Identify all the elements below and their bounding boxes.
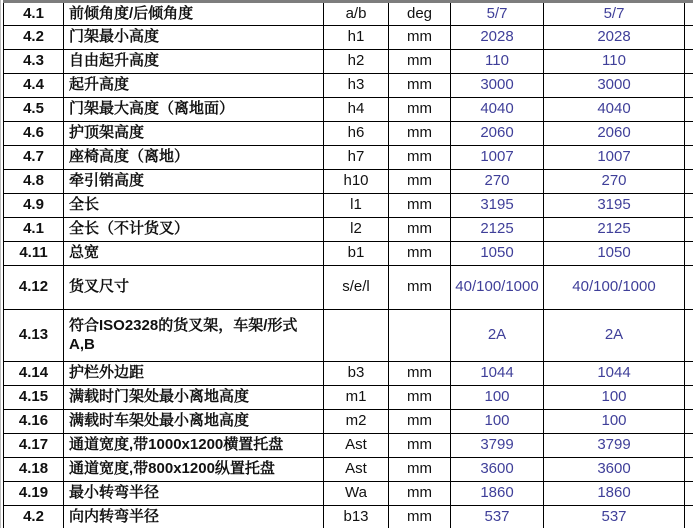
row-number-cell: 4.5 bbox=[4, 98, 64, 122]
table-row bbox=[4, 242, 693, 266]
row-number-cell: 4.2 bbox=[4, 26, 64, 50]
symbol-cell: l2 bbox=[324, 218, 389, 242]
spec-table-body bbox=[4, 2, 693, 528]
value-1-cell: 1860 bbox=[451, 482, 544, 506]
table-edge-sliver bbox=[685, 122, 693, 146]
table-row bbox=[4, 310, 693, 362]
unit-cell: mm bbox=[389, 362, 451, 386]
unit-cell: deg bbox=[389, 2, 451, 26]
row-number-cell: 4.14 bbox=[4, 362, 64, 386]
symbol-cell bbox=[324, 310, 389, 362]
value-1-cell: 3600 bbox=[451, 458, 544, 482]
unit-cell: mm bbox=[389, 434, 451, 458]
table-row bbox=[4, 434, 693, 458]
symbol-cell: m2 bbox=[324, 410, 389, 434]
symbol-cell: s/e/l bbox=[324, 266, 389, 310]
value-2-cell: 537 bbox=[544, 506, 685, 528]
row-number-cell: 4.19 bbox=[4, 482, 64, 506]
spec-name-cell: 座椅高度（离地） bbox=[64, 146, 324, 170]
row-number-cell: 4.16 bbox=[4, 410, 64, 434]
unit-cell: mm bbox=[389, 194, 451, 218]
value-2-cell: 2A bbox=[544, 310, 685, 362]
value-1-cell: 40/100/1000 bbox=[451, 266, 544, 310]
symbol-cell: Ast bbox=[324, 434, 389, 458]
symbol-cell: b13 bbox=[324, 506, 389, 528]
row-number-cell: 4.2 bbox=[4, 506, 64, 528]
value-2-cell: 40/100/1000 bbox=[544, 266, 685, 310]
row-number-cell: 4.17 bbox=[4, 434, 64, 458]
spec-name-cell: 向内转弯半径 bbox=[64, 506, 324, 528]
symbol-cell: h6 bbox=[324, 122, 389, 146]
row-number-cell: 4.11 bbox=[4, 242, 64, 266]
value-2-cell: 100 bbox=[544, 386, 685, 410]
value-2-cell: 2125 bbox=[544, 218, 685, 242]
row-number-cell: 4.13 bbox=[4, 310, 64, 362]
symbol-cell: h4 bbox=[324, 98, 389, 122]
value-1-cell: 3799 bbox=[451, 434, 544, 458]
unit-cell: mm bbox=[389, 506, 451, 528]
table-row bbox=[4, 194, 693, 218]
table-edge-sliver bbox=[685, 386, 693, 410]
table-row bbox=[4, 386, 693, 410]
value-1-cell: 2028 bbox=[451, 26, 544, 50]
value-1-cell: 100 bbox=[451, 410, 544, 434]
table-edge-sliver bbox=[685, 218, 693, 242]
value-1-cell: 4040 bbox=[451, 98, 544, 122]
table-edge-sliver bbox=[685, 434, 693, 458]
spec-name-cell: 全长（不计货叉） bbox=[64, 218, 324, 242]
spec-name-cell: 牵引销高度 bbox=[64, 170, 324, 194]
spec-name-cell: 通道宽度,带800x1200纵置托盘 bbox=[64, 458, 324, 482]
table-edge-sliver bbox=[685, 170, 693, 194]
unit-cell: mm bbox=[389, 386, 451, 410]
unit-cell: mm bbox=[389, 410, 451, 434]
spec-name-cell: 满载时车架处最小离地高度 bbox=[64, 410, 324, 434]
value-2-cell: 4040 bbox=[544, 98, 685, 122]
table-edge-sliver bbox=[685, 50, 693, 74]
spec-name-cell: 起升高度 bbox=[64, 74, 324, 98]
unit-cell: mm bbox=[389, 266, 451, 310]
value-2-cell: 110 bbox=[544, 50, 685, 74]
value-1-cell: 3195 bbox=[451, 194, 544, 218]
spec-name-cell: 满载时门架处最小离地高度 bbox=[64, 386, 324, 410]
value-1-cell: 270 bbox=[451, 170, 544, 194]
row-number-cell: 4.12 bbox=[4, 266, 64, 310]
table-row bbox=[4, 122, 693, 146]
value-1-cell: 1007 bbox=[451, 146, 544, 170]
table-edge-sliver bbox=[685, 194, 693, 218]
unit-cell: mm bbox=[389, 218, 451, 242]
table-edge-sliver bbox=[685, 310, 693, 362]
table-row bbox=[4, 74, 693, 98]
row-number-cell: 4.6 bbox=[4, 122, 64, 146]
value-2-cell: 3000 bbox=[544, 74, 685, 98]
table-row bbox=[4, 482, 693, 506]
value-2-cell: 3799 bbox=[544, 434, 685, 458]
spec-name-cell: 门架最小高度 bbox=[64, 26, 324, 50]
unit-cell: mm bbox=[389, 26, 451, 50]
table-edge-sliver bbox=[685, 2, 693, 26]
symbol-cell: Ast bbox=[324, 458, 389, 482]
value-1-cell: 537 bbox=[451, 506, 544, 528]
table-row bbox=[4, 266, 693, 310]
value-2-cell: 1007 bbox=[544, 146, 685, 170]
row-number-cell: 4.1 bbox=[4, 2, 64, 26]
value-1-cell: 5/7 bbox=[451, 2, 544, 26]
value-1-cell: 1050 bbox=[451, 242, 544, 266]
table-edge-sliver bbox=[685, 242, 693, 266]
table-row bbox=[4, 98, 693, 122]
symbol-cell: b3 bbox=[324, 362, 389, 386]
value-1-cell: 3000 bbox=[451, 74, 544, 98]
value-2-cell: 1044 bbox=[544, 362, 685, 386]
symbol-cell: m1 bbox=[324, 386, 389, 410]
table-edge-sliver bbox=[685, 410, 693, 434]
symbol-cell: h1 bbox=[324, 26, 389, 50]
value-1-cell: 2060 bbox=[451, 122, 544, 146]
table-row bbox=[4, 218, 693, 242]
value-2-cell: 270 bbox=[544, 170, 685, 194]
value-2-cell: 1860 bbox=[544, 482, 685, 506]
spec-name-cell: 前倾角度/后倾角度 bbox=[64, 2, 324, 26]
unit-cell: mm bbox=[389, 482, 451, 506]
symbol-cell: b1 bbox=[324, 242, 389, 266]
symbol-cell: Wa bbox=[324, 482, 389, 506]
row-number-cell: 4.15 bbox=[4, 386, 64, 410]
spec-name-cell: 自由起升高度 bbox=[64, 50, 324, 74]
value-2-cell: 100 bbox=[544, 410, 685, 434]
value-1-cell: 100 bbox=[451, 386, 544, 410]
unit-cell: mm bbox=[389, 458, 451, 482]
table-edge-sliver bbox=[685, 146, 693, 170]
row-number-cell: 4.4 bbox=[4, 74, 64, 98]
unit-cell: mm bbox=[389, 50, 451, 74]
unit-cell: mm bbox=[389, 170, 451, 194]
table-edge-sliver bbox=[685, 506, 693, 528]
table-row bbox=[4, 50, 693, 74]
value-2-cell: 5/7 bbox=[544, 2, 685, 26]
row-number-cell: 4.9 bbox=[4, 194, 64, 218]
unit-cell: mm bbox=[389, 74, 451, 98]
table-row bbox=[4, 362, 693, 386]
spec-name-cell: 全长 bbox=[64, 194, 324, 218]
symbol-cell: h7 bbox=[324, 146, 389, 170]
table-row bbox=[4, 146, 693, 170]
table-row bbox=[4, 506, 693, 528]
value-2-cell: 2060 bbox=[544, 122, 685, 146]
table-row bbox=[4, 26, 693, 50]
unit-cell: mm bbox=[389, 122, 451, 146]
table-edge-sliver bbox=[685, 26, 693, 50]
symbol-cell: a/b bbox=[324, 2, 389, 26]
symbol-cell: h3 bbox=[324, 74, 389, 98]
value-2-cell: 1050 bbox=[544, 242, 685, 266]
table-row bbox=[4, 2, 693, 26]
spec-name-cell: 通道宽度,带1000x1200横置托盘 bbox=[64, 434, 324, 458]
row-number-cell: 4.8 bbox=[4, 170, 64, 194]
symbol-cell: h2 bbox=[324, 50, 389, 74]
table-row bbox=[4, 170, 693, 194]
table-row bbox=[4, 458, 693, 482]
spec-name-cell: 符合ISO2328的货叉架，车架/形式A,B bbox=[64, 310, 324, 362]
value-1-cell: 1044 bbox=[451, 362, 544, 386]
table-edge-sliver bbox=[685, 98, 693, 122]
unit-cell: mm bbox=[389, 98, 451, 122]
spec-name-cell: 护栏外边距 bbox=[64, 362, 324, 386]
value-1-cell: 2125 bbox=[451, 218, 544, 242]
spec-name-cell: 护顶架高度 bbox=[64, 122, 324, 146]
unit-cell: mm bbox=[389, 146, 451, 170]
row-number-cell: 4.18 bbox=[4, 458, 64, 482]
table-edge-sliver bbox=[685, 362, 693, 386]
spec-table bbox=[3, 0, 693, 528]
table-edge-sliver bbox=[685, 482, 693, 506]
spec-name-cell: 总宽 bbox=[64, 242, 324, 266]
spec-name-cell: 门架最大高度（离地面） bbox=[64, 98, 324, 122]
unit-cell: mm bbox=[389, 242, 451, 266]
spec-name-cell: 货叉尺寸 bbox=[64, 266, 324, 310]
row-number-cell: 4.7 bbox=[4, 146, 64, 170]
table-edge-sliver bbox=[685, 74, 693, 98]
symbol-cell: l1 bbox=[324, 194, 389, 218]
row-number-cell: 4.1 bbox=[4, 218, 64, 242]
value-2-cell: 2028 bbox=[544, 26, 685, 50]
value-2-cell: 3600 bbox=[544, 458, 685, 482]
value-1-cell: 2A bbox=[451, 310, 544, 362]
unit-cell bbox=[389, 310, 451, 362]
table-row bbox=[4, 410, 693, 434]
symbol-cell: h10 bbox=[324, 170, 389, 194]
spec-name-cell: 最小转弯半径 bbox=[64, 482, 324, 506]
row-number-cell: 4.3 bbox=[4, 50, 64, 74]
value-1-cell: 110 bbox=[451, 50, 544, 74]
value-2-cell: 3195 bbox=[544, 194, 685, 218]
table-edge-sliver bbox=[685, 458, 693, 482]
table-edge-sliver bbox=[685, 266, 693, 310]
